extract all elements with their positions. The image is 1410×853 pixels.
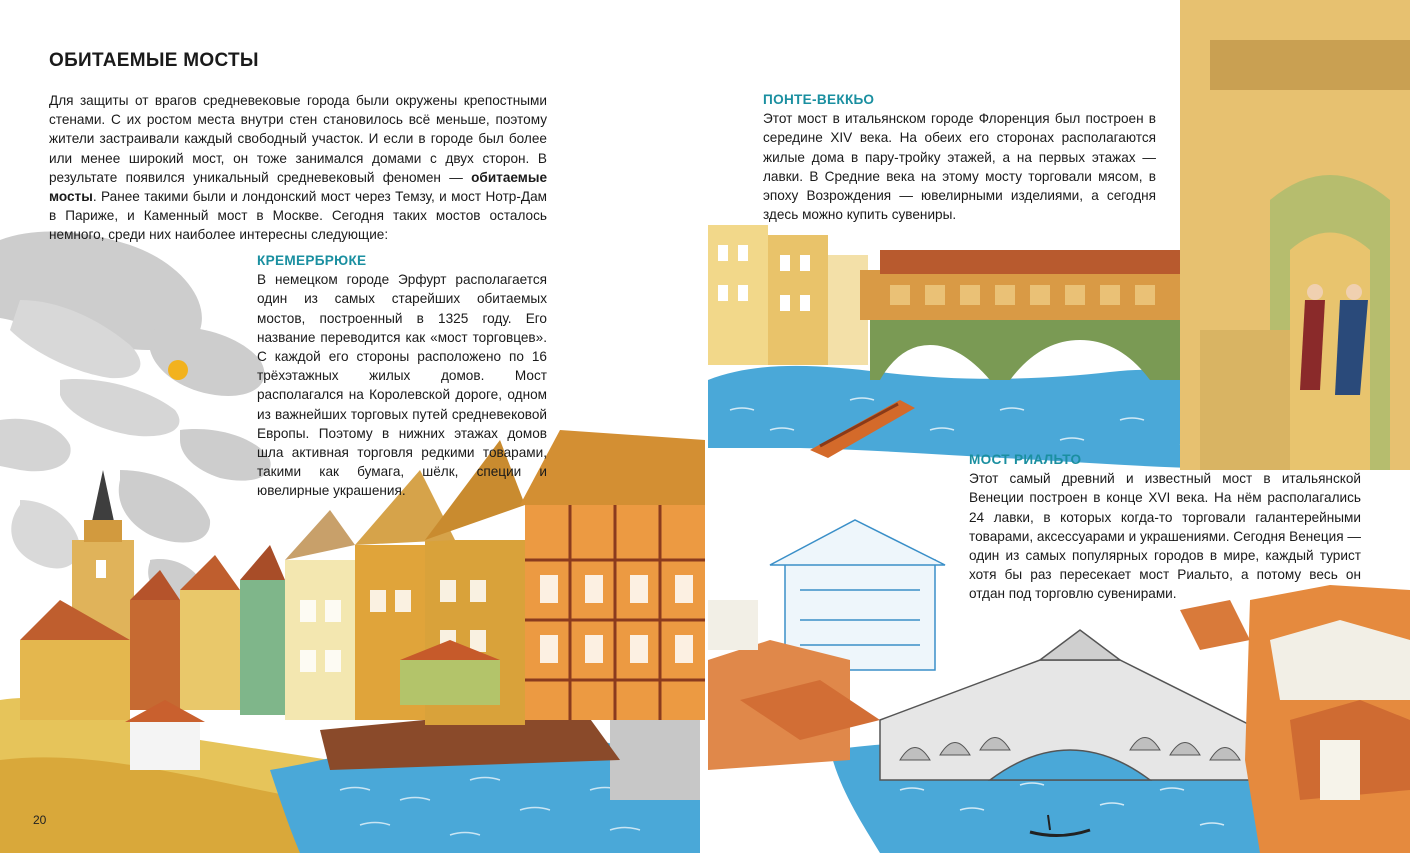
page-title: ОБИТАЕМЫЕ МОСТЫ bbox=[49, 50, 259, 71]
rialto-heading: МОСТ РИАЛЬТО bbox=[969, 452, 1082, 467]
rialto-text: Этот самый древний и известный мост в итальянской Венеции построен в конце XVI века. На нём располагались 24 лавки, в которых когда-то торговали галантерейными товарами, аксессуарами и украшениями. Сегодня Венеция — один из самых популярных городов в мире, каждый турист хотя бы раз пересекает мост Риальто, а потому весь он отдан под торговлю сувенирами. bbox=[969, 471, 1361, 602]
ponte-vecchio-illustration bbox=[708, 0, 1410, 470]
kremerbrucke-text: В немецком городе Эрфурт располагается один из самых старейших обитаемых мостов, построенный в 1325 году. Его название переводится как «мост торговцев». С каждой его стороны расположено по 16 трёхэтажных жилых домов. Мост располагался на Королевской дороге, одном из важнейших торговых путей средневековой Европы. Поэтому в нижних этажах домов шла активная торговля редкими товарами, такими как бумага, шёлк, специи и ювелирные украшения. bbox=[257, 272, 547, 499]
kremerbrucke-heading: КРЕМЕРБРЮКЕ bbox=[257, 253, 367, 268]
page-number: 20 bbox=[33, 813, 47, 827]
sun-icon bbox=[168, 360, 188, 380]
intro-paragraph bbox=[49, 91, 547, 245]
intro-text-part1: Для защиты от врагов средневековые города были окружены крепостными стенами. С их ростом места внутри стен становилось всё меньше, поэтому жители застраивали каждый свободный участок. И если в городе был более или менее широкий мост, он тоже занимался домами с двух сторон. В результате появился уникальный средневековый феномен — bbox=[49, 93, 547, 185]
ponte-vecchio-section bbox=[763, 90, 1156, 224]
intro-bold-term: обитаемые мосты bbox=[49, 169, 548, 205]
cloud-shapes bbox=[0, 232, 271, 605]
ponte-vecchio-text: Этот мост в итальянском городе Флоренция был построен в середине XIV века. На обеих его сторонах располагаются жилые дома в пару-тройку этажей, а на первых этажах — лавки. В Средние века на этому мосту торговали мясом, в эпоху Возрождения — ювелирными изделиями, а сегодня здесь можно купить сувениры. bbox=[763, 111, 1156, 223]
intro-text-part2: . Ранее такими были и лондонский мост через Темзу, и мост Нотр-Дам в Париже, и Каменный мост в Москве. Сегодня таких мостов осталось немного, среди них наиболее интересны следующие: bbox=[49, 189, 547, 243]
kremerbrucke-section bbox=[257, 251, 547, 501]
rialto-section bbox=[969, 450, 1361, 604]
ponte-vecchio-heading: ПОНТЕ-ВЕККЬО bbox=[763, 92, 875, 107]
